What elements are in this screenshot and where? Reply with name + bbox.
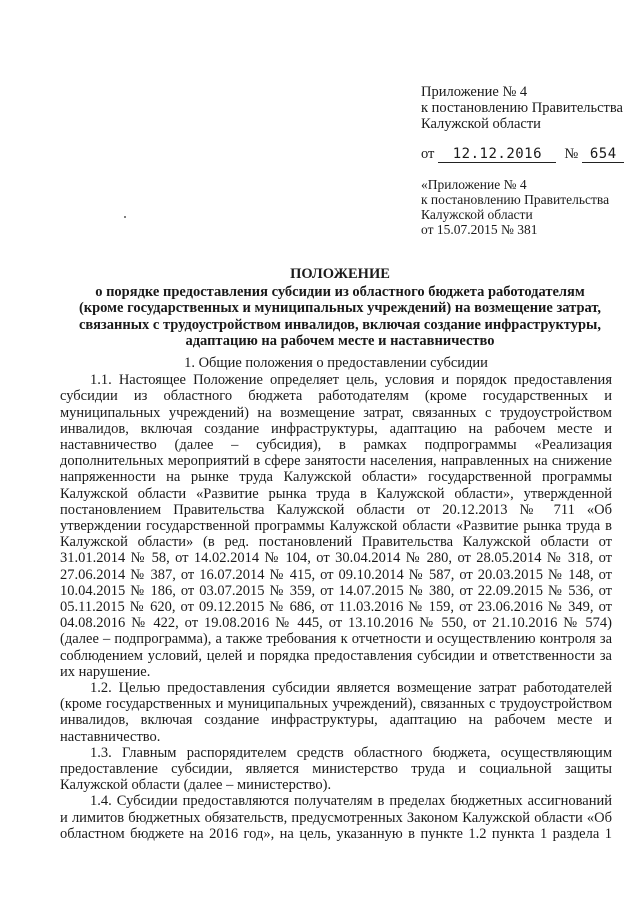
previous-appendix-line: к постановлению Правительства xyxy=(421,192,610,207)
scan-speck xyxy=(124,216,126,218)
document-body xyxy=(60,355,612,842)
paragraph-1-2: 1.2. Целью предоставления субсидии является возмещение затрат работодателей (кроме государственных и муниципальных учреждений), связанных с трудоустройством инвалидов, включая создание инфраструктуры, адаптацию на рабочем месте и наставничество. xyxy=(60,680,612,745)
previous-appendix-reference xyxy=(421,177,609,237)
title-main: ПОЛОЖЕНИЕ xyxy=(290,266,390,282)
paragraph-1-1: 1.1. Настоящее Положение определяет цель, условия и порядок предоставления субсидии из областного бюджета работодателям (кроме государственных и муниципальных учреждений) на возмещение затрат, связанных с трудоустройством инвалидов, включая создание инфраструктуры, адаптацию на рабочем месте и наставничество (далее – субсидия), в рамках подпрограммы «Реализация дополнительных мероприятий в сфере занятости населения, направленных на снижение напряженности на рынке труда Калужской области» государственной программы Калужской области «Развитие рынка труда в Калужской области», утвержденной постановлением Правительства Калужской области от 20.12.2013 № 711 «Об утверждении государственной программы Калужской области «Развитие рынка труда в Калужской области» (в ред. постановлений Правительства Калужской области от 31.01.2014 № 58, от 14.02.2014 № 104, от 30.04.2014 № 280, от 28.05.2014 № 318, от 27.06.2014 № 387, от 16.07.2014 № 415, от 09.10.2014 № 587, от 20.03.2015 № 148, от 10.04.2015 № 186, от 03.07.2015 № 359, от 14.07.2015 № 380, от 22.09.2015 № 536, от 05.11.2015 № 620, от 09.12.2015 № 686, от 11.03.2016 № 159, от 23.06.2016 № 349, от 04.08.2016 № 422, от 19.08.2016 № 445, от 13.10.2016 № 550, от 21.10.2016 № 574) (далее – подпрограмма), а также требования к отчетности и осуществлению контроля за соблюдением условий, целей и порядка предоставления субсидии и ответственности за их нарушение. xyxy=(60,372,612,680)
resolution-number: 654 xyxy=(582,146,624,163)
appendix-label: Приложение № 4 xyxy=(421,84,528,100)
paragraph-1-4: 1.4. Субсидии предоставляются получателям в пределах бюджетных ассигнований и лимитов бюджетных обязательств, предусмотренных Законом Калужской области «Об областном бюджете на 2016 год», на цель, указанную в пункте 1.2 пункта 1 раздела 1 xyxy=(60,793,612,842)
previous-appendix-line: Калужской области xyxy=(421,207,533,222)
date-prefix: от xyxy=(421,146,435,162)
resolution-date-number xyxy=(421,146,624,163)
resolution-date: 12.12.2016 xyxy=(438,146,556,163)
section-heading: 1. Общие положения о предоставлении субсидии xyxy=(184,355,488,371)
paragraph-1-3: 1.3. Главным распорядителем средств областного бюджета, осуществляющим предоставление субсидии, является министерство труда и социальной защиты Калужской области (далее – министерство). xyxy=(60,744,612,794)
previous-appendix-line: «Приложение № 4 xyxy=(421,177,527,192)
number-prefix: № xyxy=(564,146,579,162)
title-line: адаптацию на рабочем месте и наставничество xyxy=(185,333,495,349)
resolution-reference: к постановлению Правительства xyxy=(421,100,623,116)
previous-appendix-line: от 15.07.2015 № 381 xyxy=(421,222,538,237)
title-line: (кроме государственных и муниципальных учреждений) на возмещение затрат, xyxy=(78,300,602,316)
title-line: связанных с трудоустройством инвалидов, включая создание инфраструктуры, xyxy=(79,316,601,333)
region-name: Калужской области xyxy=(421,116,541,132)
appendix-header xyxy=(421,84,623,132)
document-title xyxy=(40,266,640,350)
title-line: о порядке предоставления субсидии из областного бюджета работодателям xyxy=(95,283,585,300)
